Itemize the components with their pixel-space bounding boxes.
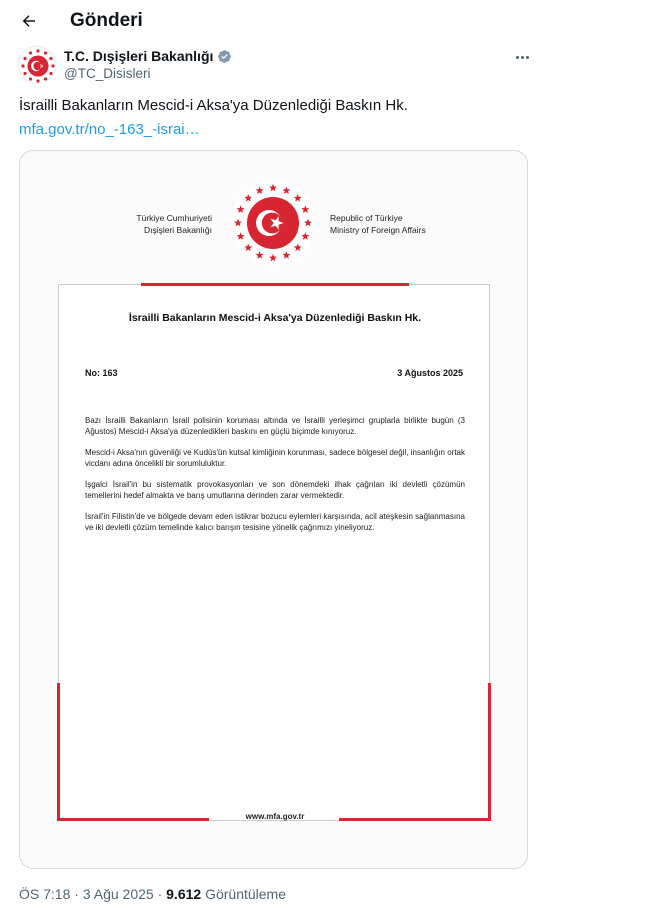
document-date: 3 Ağustos 2025 — [397, 368, 463, 378]
views-label: Görüntüleme — [201, 886, 287, 902]
arrow-left-icon — [20, 12, 38, 30]
mfa-emblem-avatar-icon — [19, 47, 56, 84]
document-paragraph: Mescid-i Aksa'nın güvenliği ve Kudüs'ün kutsal kimliğinin korunması, sadece bölgesel değil, insanlığın ortak vicdanı adına öncelikli bir sorumluluktur. — [85, 447, 465, 469]
letterhead-tr-line: Dışişleri Bakanlığı — [143, 225, 212, 235]
frame-accent-right — [488, 683, 491, 820]
document-paragraph: İşgalci İsrail'in bu sistematik provokasyonları ve son dönemdeki ilhak çağrıları iki devletli çözümün temellerini hedef almakta ve barış umutlarına derinden zarar vermektedir. — [85, 479, 465, 501]
meta-separator: · — [153, 886, 167, 902]
page-title: Gönderi — [70, 10, 143, 31]
views-count: 9.612 — [166, 886, 202, 902]
more-dot — [526, 56, 529, 59]
document-footer-url: www.mfa.gov.tr — [245, 812, 305, 821]
document-paragraph: İsrail'in Filistin'de ve bölgede devam eden istikrar bozucu eylemleri karşısında, acil ateşkesin sağlanmasına ve iki devletli çözüm temelinde kalıcı barışın tesisine yönelik çağrımızı yineliyoruz. — [85, 511, 465, 532]
verified-badge-icon[interactable] — [217, 49, 232, 64]
tweet-text: İsrailli Bakanların Mescid-i Aksa'ya Düzenlediği Baskın Hk. — [19, 97, 408, 114]
back-button[interactable] — [14, 6, 44, 36]
letterhead-en-line: Ministry of Foreign Affairs — [330, 225, 426, 235]
tweet-time[interactable]: ÖS 7:18 — [19, 886, 71, 902]
mfa-emblem-icon — [229, 179, 317, 267]
tweet-author — [18, 46, 538, 86]
letterhead-tr — [136, 212, 212, 236]
author-name[interactable]: T.C. Dışişleri Bakanlığı — [64, 48, 214, 64]
letterhead-en — [330, 212, 426, 236]
document-title: İsrailli Bakanların Mescid-i Aksa'ya Düzenlediği Baskın Hk. — [128, 312, 422, 324]
press-release-document — [20, 151, 527, 868]
document-body — [85, 415, 465, 543]
author-name-row — [64, 48, 232, 64]
document-number: No: 163 — [85, 368, 118, 378]
more-dot — [516, 56, 519, 59]
tweet-media-image[interactable] — [19, 150, 528, 869]
meta-separator: · — [70, 886, 83, 902]
frame-accent-top — [141, 283, 409, 286]
tweet-link[interactable]: mfa.gov.tr/no_-163_-israi… — [19, 121, 200, 138]
document-letterhead — [20, 179, 527, 269]
author-handle[interactable]: @TC_Disisleri — [64, 66, 151, 81]
avatar[interactable] — [18, 46, 56, 84]
document-paragraph: Bazı İsrailli Bakanların İsrail polisinin koruması altında ve İsrailli yerleşimci gruplarla birlikte bugün (3 Ağustos) Mescid-i Aksa'ya düzenledikleri baskını en güçlü biçimde kınıyoruz. — [85, 416, 465, 437]
tweet-date[interactable]: 3 Ağu 2025 — [82, 886, 154, 902]
top-bar — [0, 0, 650, 42]
more-dot — [521, 56, 524, 59]
more-options-icon[interactable] — [509, 48, 535, 66]
frame-accent-left — [57, 683, 60, 820]
tweet-meta — [19, 886, 286, 902]
letterhead-tr-line: Türkiye Cumhuriyeti — [136, 213, 212, 223]
letterhead-en-line: Republic of Türkiye — [330, 213, 403, 223]
document-frame — [58, 284, 490, 821]
